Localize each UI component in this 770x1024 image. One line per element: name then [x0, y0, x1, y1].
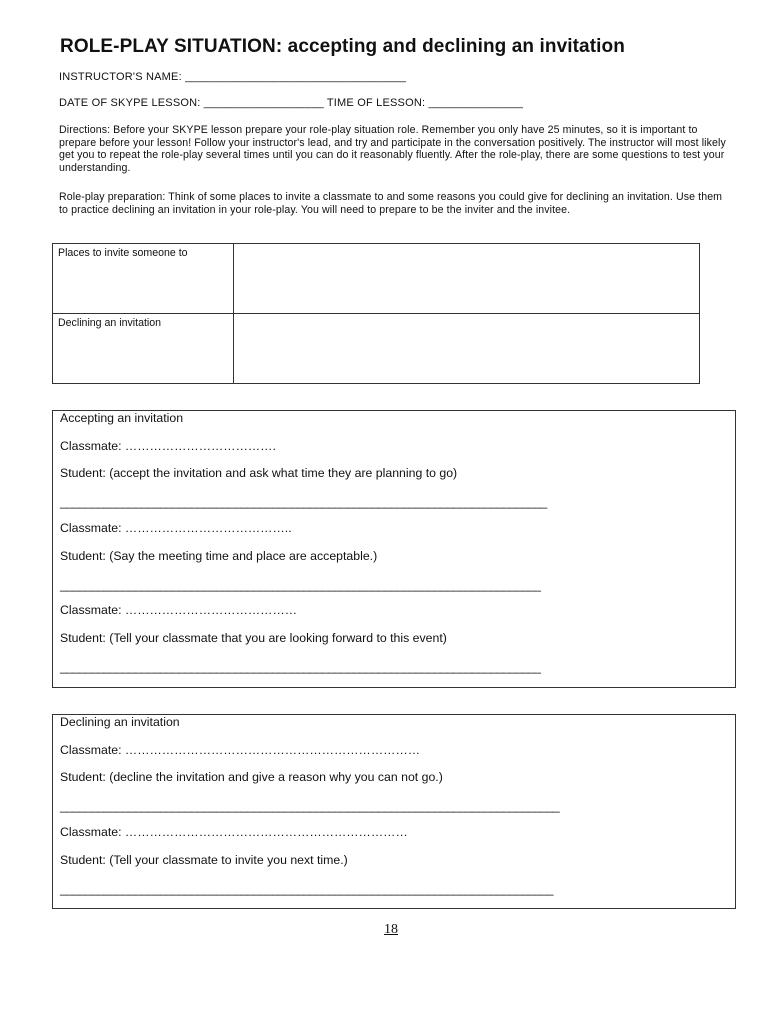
- student-prompt: Student: (accept the invitation and ask what time they are planning to go): [60, 466, 458, 480]
- student-prompt: Student: (Tell your classmate that you are looking forward to this event): [60, 631, 447, 645]
- table-row: [53, 314, 700, 384]
- page-title: ROLE-PLAY SITUATION: accepting and declining an invitation: [60, 36, 625, 57]
- instructor-name-line: INSTRUCTOR'S NAME: ___________________________________: [59, 71, 407, 83]
- classmate-line: Classmate: ………………………………………………………………: [60, 743, 421, 757]
- classmate-line: Classmate: …………………………………..: [60, 521, 292, 535]
- table-row: [53, 244, 700, 314]
- answer-blank[interactable]: _____________________________________________________________________________: [60, 578, 541, 592]
- answer-blank[interactable]: ________________________________________________________________________________: [60, 799, 560, 813]
- declining-label: Declining an invitation: [53, 314, 234, 384]
- student-prompt: Student: (decline the invitation and give a reason why you can not go.): [60, 770, 443, 784]
- accepting-box: [52, 410, 736, 688]
- student-prompt: Student: (Tell your classmate to invite you next time.): [60, 853, 348, 867]
- directions-paragraph: Directions: Before your SKYPE lesson prepare your role-play situation role. Remember you only have 25 minutes, so it is important to prepare before your lesson! Follow your instructor's lead, and try and participate in the conversation positively. The instructor will most likely get you to repeat the role-play several times until you can do it reasonably fluently. After the role-play, there are some questions to test your understanding.: [59, 124, 726, 174]
- accepting-heading: Accepting an invitation: [60, 411, 184, 425]
- places-label: Places to invite someone to: [53, 244, 234, 314]
- preparation-table: [52, 243, 700, 384]
- declining-heading: Declining an invitation: [60, 715, 180, 729]
- classmate-line: Classmate: ……………………………………: [60, 603, 298, 617]
- places-answer-cell[interactable]: [234, 244, 700, 314]
- answer-blank[interactable]: ______________________________________________________________________________: [60, 495, 547, 509]
- declining-box: [52, 714, 736, 909]
- declining-answer-cell[interactable]: [234, 314, 700, 384]
- student-prompt: Student: (Say the meeting time and place are acceptable.): [60, 549, 378, 563]
- answer-blank[interactable]: _____________________________________________________________________________: [60, 660, 541, 674]
- classmate-line: Classmate: ……………………………………………………………: [60, 825, 408, 839]
- date-time-line: DATE OF SKYPE LESSON: ___________________ TIME OF LESSON: _______________: [59, 97, 524, 109]
- classmate-line: Classmate: ……………………………….: [60, 439, 276, 453]
- answer-blank[interactable]: _______________________________________________________________________________: [60, 882, 553, 896]
- page-number: 18: [384, 922, 398, 937]
- preparation-paragraph: Role-play preparation: Think of some places to invite a classmate to and some reasons you could give for declining an invitation. Use them to practice declining an invitation in your role-play. You will need to prepare to be the inviter and the invitee.: [59, 191, 723, 216]
